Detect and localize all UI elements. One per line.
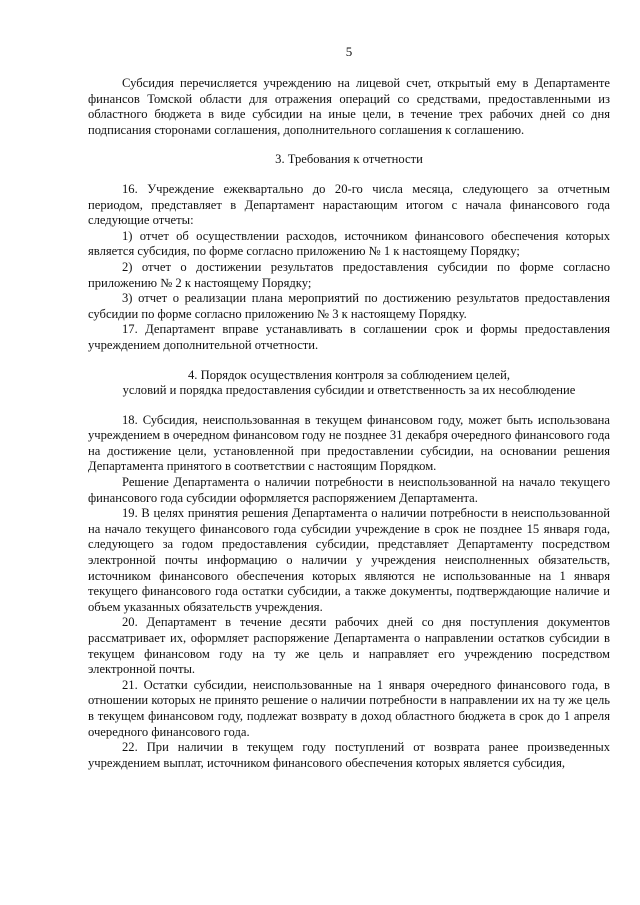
page-number: 5 — [345, 44, 353, 59]
paragraph-16-item-2: 2) отчет о достижении результатов предоставления субсидии по форме согласно приложению № 2 к настоящему Порядку; — [88, 259, 610, 290]
paragraph-17: 17. Департамент вправе устанавливать в соглашении срок и формы предоставления учреждением дополнительной отчетности. — [88, 322, 610, 352]
paragraph-20: 20. Департамент в течение десяти рабочих дней со дня поступления документов рассматривает их, оформляет распоряжение Департамента о направлении остатков субсидии в текущем финансовом году на ту же цель и направляет его учреждению посредством электронной почты. — [88, 615, 610, 677]
paragraph-18-decision: Решение Департамента о наличии потребности в неиспользованной на начало текущего финансового года субсидии оформляется распоряжением Департамента. — [88, 475, 610, 505]
paragraph-22: 22. При наличии в текущем году поступлений от возврата ранее произведенных учреждением выплат, источником финансового обеспечения которых является субсидия, — [88, 740, 610, 770]
paragraph-subsidy-transfer: Субсидия перечисляется учреждению на лицевой счет, открытый ему в Департаменте финансов Томской области для отражения операций со средствами, предоставленными из областного бюджета в виде субсидии на иные цели, в течение трех рабочих дней со дня подписания сторонами соглашения, дополнительного соглашения к соглашению. — [88, 76, 610, 137]
paragraph-16-item-1: 1) отчет об осуществлении расходов, источником финансового обеспечения которых является субсидия, по форме согласно приложению № 1 к настоящему Порядку; — [88, 228, 610, 259]
paragraph-18: 18. Субсидия, неиспользованная в текущем финансовом году, может быть использована учреждением в очередном финансовом году не позднее 31 декабря очередного финансового года на достижение цели, установленной при предоставлении субсидии, на основании решения Департамента принятого в соответствии с настоящим Порядком. — [88, 412, 610, 474]
section-4-heading — [88, 368, 610, 399]
paragraph-21: 21. Остатки субсидии, неиспользованные на 1 января очередного финансового года, в отношении которых не принято решение о наличии потребности в направлении их на ту же цель в текущем финансовом году, подлежат возврату в доход областного бюджета в срок до 1 апреля очередного финансового года. — [88, 677, 610, 739]
paragraph-16-item-3: 3) отчет о реализации плана мероприятий по достижению результатов предоставления субсидии по форме согласно приложению № 3 к настоящему Порядку. — [88, 291, 610, 321]
paragraph-16: 16. Учреждение ежеквартально до 20-го числа месяца, следующего за отчетным периодом, представляет в Департамент нарастающим итогом с начала финансового года следующие отчеты: — [88, 181, 610, 228]
section-4-heading-line-2: условий и порядка предоставления субсидии и ответственность за их несоблюдение — [122, 383, 576, 398]
section-3-heading: 3. Требования к отчетности — [275, 152, 423, 167]
section-4-heading-line-1: 4. Порядок осуществления контроля за соблюдением целей, — [188, 367, 510, 382]
paragraph-19: 19. В целях принятия решения Департамента о наличии потребности в неиспользованной на начало текущего финансового года субсидии учреждение в срок не позднее 15 января года, следующего за годом предоставления субсидии, представляет Департаменту посредством электронной почты информацию о наличии у учреждения неисполненных обязательств, источником финансового обеспечения которых являются не использованные на 1 января текущего финансового года остатки субсидии, а также документы, подтверждающие наличие и объем указанных обязательств учреждения. — [88, 506, 610, 614]
